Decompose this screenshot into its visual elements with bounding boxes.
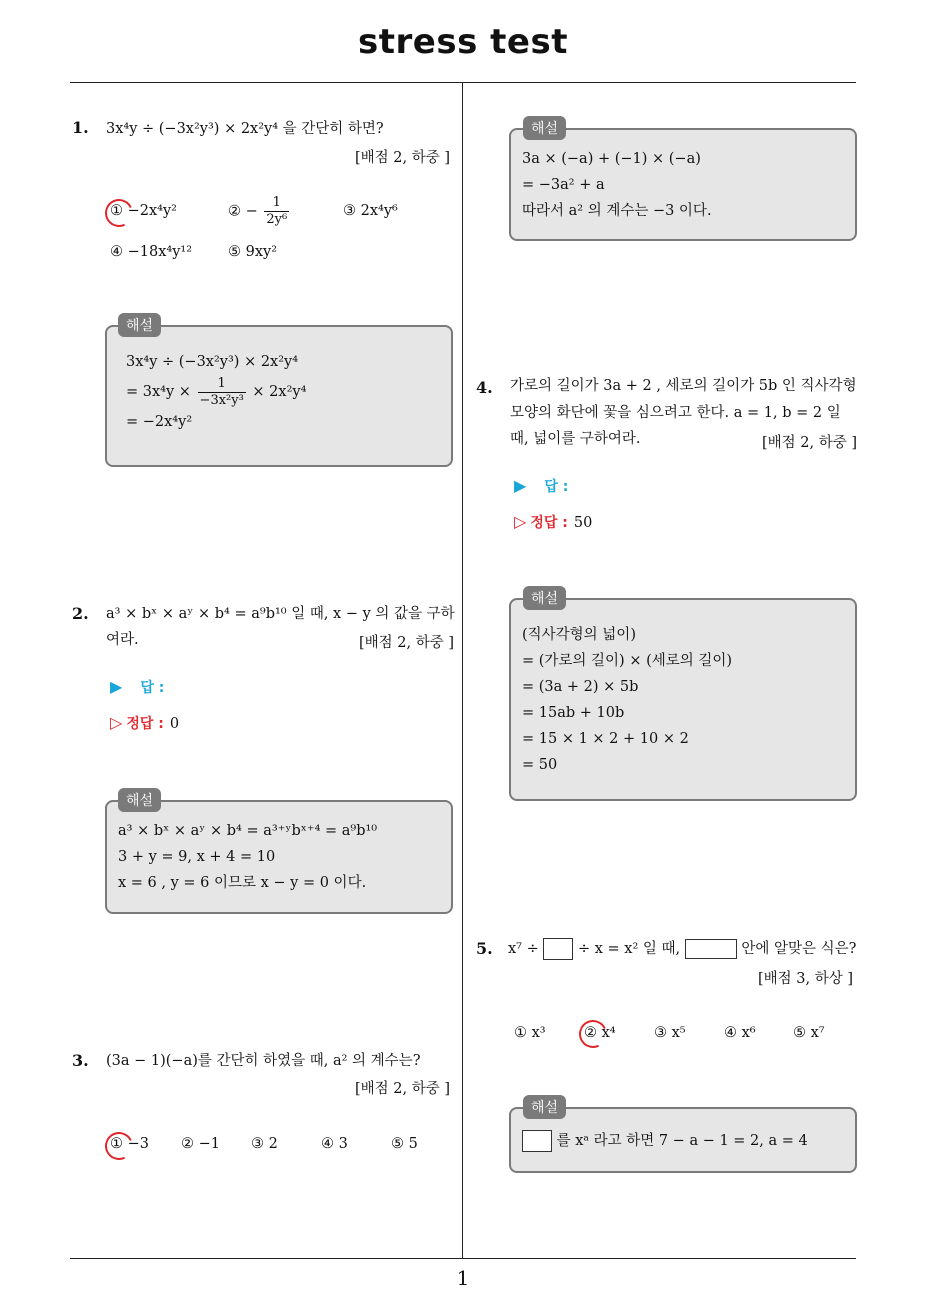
solution-tab-5: 해설 xyxy=(523,1095,566,1119)
fraction-denominator: 2y⁶ xyxy=(266,212,288,227)
correct-label: 정답 : xyxy=(126,716,164,732)
question-4-correct xyxy=(514,512,592,532)
question-3-number: 3. xyxy=(72,1051,89,1070)
solution-4-body xyxy=(522,622,732,778)
solution-line: 따라서 a² 의 계수는 −3 이다. xyxy=(522,203,712,219)
blank-box-wide[interactable] xyxy=(685,939,737,959)
question-5-text xyxy=(508,936,856,962)
page-number: 1 xyxy=(456,1266,470,1290)
solution-line: = 50 xyxy=(522,757,558,773)
blank-box xyxy=(522,1130,552,1152)
question-1-choice-2[interactable] xyxy=(228,195,291,228)
solution-2-body xyxy=(118,818,377,896)
question-1-number: 1. xyxy=(72,118,89,137)
question-4-line-2: 모양의 화단에 꽃을 심으려고 한다. a = 1, b = 2 일 xyxy=(510,405,841,421)
solution-line: = (3a + 2) × 5b xyxy=(522,679,639,695)
question-5-text-a: x⁷ ÷ xyxy=(508,941,539,957)
answer-triangle-icon: ▶ xyxy=(110,677,123,696)
solution-line: a³ × bˣ × aʸ × b⁴ = a³⁺ʸbˣ⁺⁴ = a⁹b¹⁰ xyxy=(118,823,378,839)
solution-line: 를 xᵃ 라고 하면 7 − a − 1 = 2, a = 4 xyxy=(556,1133,808,1149)
question-3-choice-2[interactable]: ② −1 xyxy=(181,1136,220,1152)
solution-tab-3: 해설 xyxy=(523,116,566,140)
question-5-choice-4[interactable]: ④ x⁶ xyxy=(724,1025,756,1041)
question-1-choice-4[interactable]: ④ −18x⁴y¹² xyxy=(110,244,193,260)
solution-tab-4: 해설 xyxy=(523,586,566,610)
solution-line: = 15ab + 10b xyxy=(522,705,625,721)
column-divider xyxy=(462,82,463,1258)
choice-2-label: ② − xyxy=(228,203,258,220)
question-3-choice-4[interactable]: ④ 3 xyxy=(321,1136,348,1152)
solution-fraction xyxy=(198,376,246,409)
question-4-meta: [배점 2, 하중 ] xyxy=(761,435,857,451)
solution-1-body xyxy=(126,349,306,435)
correct-value: 0 xyxy=(169,716,180,732)
question-2-meta: [배점 2, 하중 ] xyxy=(358,635,454,651)
question-5-choice-2[interactable]: ② x⁴ xyxy=(584,1025,616,1041)
correct-value: 50 xyxy=(573,515,593,531)
fraction-numerator: 1 xyxy=(198,376,246,393)
question-3-choice-3[interactable]: ③ 2 xyxy=(251,1136,278,1152)
question-4-number: 4. xyxy=(476,378,493,397)
answer-label: 답 : xyxy=(140,680,165,696)
question-2-correct xyxy=(110,713,179,733)
question-2-answer[interactable] xyxy=(110,677,164,697)
header-rule xyxy=(70,82,856,83)
question-5-choice-1[interactable]: ① x³ xyxy=(514,1025,546,1041)
question-5-number: 5. xyxy=(476,939,493,958)
solution-5-body xyxy=(522,1128,808,1154)
correct-label: 정답 : xyxy=(530,515,568,531)
fraction-denominator: −3x²y³ xyxy=(199,392,244,408)
footer-rule xyxy=(70,1258,856,1259)
solution-line: 3a × (−a) + (−1) × (−a) xyxy=(522,151,701,167)
correct-triangle-icon: ▷ xyxy=(514,512,527,531)
choice-2-fraction xyxy=(264,195,289,228)
question-5-choice-3[interactable]: ③ x⁵ xyxy=(654,1025,686,1041)
question-4-line-3: 때, 넓이를 구하여라. xyxy=(510,431,641,447)
question-5-choice-5[interactable]: ⑤ x⁷ xyxy=(793,1025,825,1041)
solution-line: = −3a² + a xyxy=(522,177,605,193)
question-3-meta: [배점 2, 하중 ] xyxy=(354,1081,450,1097)
question-4-line-1: 가로의 길이가 3a + 2 , 세로의 길이가 5b 인 직사각형 xyxy=(510,378,857,394)
question-3-choice-5[interactable]: ⑤ 5 xyxy=(391,1136,418,1152)
question-3-text: (3a − 1)(−a)를 간단히 하였을 때, a² 의 계수는? xyxy=(106,1053,421,1069)
solution-line-part: × 2x²y⁴ xyxy=(252,384,307,400)
question-1-meta: [배점 2, 하중 ] xyxy=(354,150,450,166)
correct-triangle-icon: ▷ xyxy=(110,713,123,732)
solution-line: = (가로의 길이) × (세로의 길이) xyxy=(522,653,733,669)
solution-line: 3x⁴y ÷ (−3x²y³) × 2x²y⁴ xyxy=(126,354,299,370)
question-2-line-2: 여라. xyxy=(106,632,139,648)
solution-tab-1: 해설 xyxy=(118,313,161,337)
question-5-text-c: 안에 알맞은 식은? xyxy=(741,941,857,957)
question-1-choice-5[interactable]: ⑤ 9xy² xyxy=(228,244,278,260)
question-4-answer[interactable] xyxy=(514,476,568,496)
answer-triangle-icon: ▶ xyxy=(514,476,527,495)
question-2-number: 2. xyxy=(72,604,89,623)
fraction-numerator: 1 xyxy=(264,195,289,212)
question-1-text: 3x⁴y ÷ (−3x²y³) × 2x²y⁴ 을 간단히 하면? xyxy=(106,121,384,137)
question-1-choice-3[interactable]: ③ 2x⁴y⁶ xyxy=(343,203,398,219)
answer-label: 답 : xyxy=(544,479,569,495)
question-5-text-b: ÷ x = x² 일 때, xyxy=(577,941,681,957)
question-1-choice-1[interactable]: ① −2x⁴y² xyxy=(110,203,177,219)
question-5-meta: [배점 3, 하상 ] xyxy=(757,971,853,987)
solution-line-part: = 3x⁴y × xyxy=(126,384,191,400)
solution-line xyxy=(126,375,306,409)
solution-line: (직사각형의 넓이) xyxy=(522,627,636,643)
question-3-choice-1[interactable]: ① −3 xyxy=(110,1136,149,1152)
solution-3-body xyxy=(522,146,712,224)
blank-box[interactable] xyxy=(543,938,573,960)
solution-tab-2: 해설 xyxy=(118,788,161,812)
solution-line: 3 + y = 9, x + 4 = 10 xyxy=(118,849,276,865)
solution-line: = 15 × 1 × 2 + 10 × 2 xyxy=(522,731,689,747)
page-title: stress test xyxy=(358,22,568,62)
solution-line: x = 6 , y = 6 이므로 x − y = 0 이다. xyxy=(118,875,367,891)
solution-line: = −2x⁴y² xyxy=(126,414,193,430)
question-2-line-1: a³ × bˣ × aʸ × b⁴ = a⁹b¹⁰ 일 때, x − y 의 값을 구하 xyxy=(106,606,455,622)
